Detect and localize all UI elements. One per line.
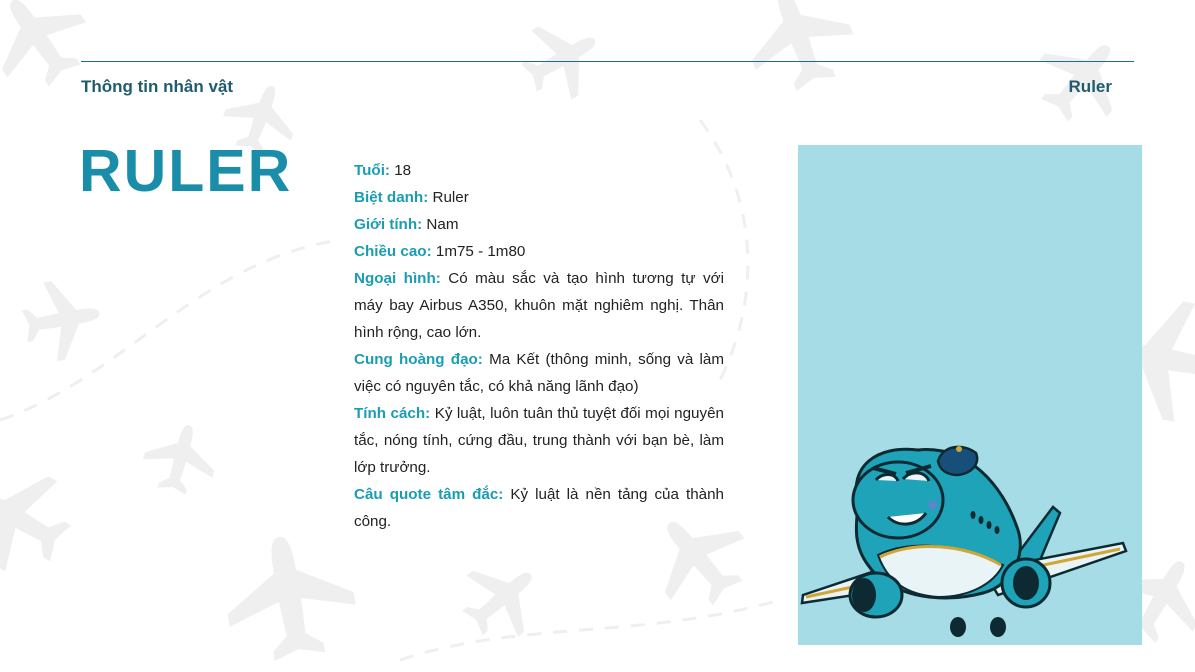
info-appearance xyxy=(354,265,724,346)
character-illustration xyxy=(798,145,1142,645)
header-divider xyxy=(81,61,1134,62)
info-zodiac xyxy=(354,346,724,400)
info-gender xyxy=(354,211,724,238)
nickname-label: Biệt danh: xyxy=(354,189,429,206)
info-nickname xyxy=(354,184,724,211)
info-personality xyxy=(354,400,724,481)
quote-label: Câu quote tâm đắc: xyxy=(354,486,504,503)
gender-label: Giới tính: xyxy=(354,216,423,233)
nickname-value: Ruler xyxy=(432,189,469,206)
gender-value: Nam xyxy=(426,216,459,233)
appearance-value: Có màu sắc và tạo hình tương tự với máy bay Airbus A350, khuôn mặt nghiêm nghị. Thân hình rộng, cao lớn. xyxy=(354,270,724,341)
height-label: Chiều cao: xyxy=(354,243,432,260)
height-value: 1m75 - 1m80 xyxy=(435,243,526,260)
character-name-header: Ruler xyxy=(1068,77,1112,96)
page-title: RULER xyxy=(79,138,293,204)
info-quote xyxy=(354,481,724,535)
zodiac-label: Cung hoàng đạo: xyxy=(354,351,483,368)
info-age xyxy=(354,157,724,184)
personality-value: Kỷ luật, luôn tuân thủ tuyệt đối mọi nguyên tắc, nóng tính, cứng đầu, trung thành với bạn bè, làm lớp trưởng. xyxy=(354,405,724,476)
info-height xyxy=(354,238,724,265)
age-value: 18 xyxy=(394,162,412,179)
section-title: Thông tin nhân vật xyxy=(81,77,234,96)
character-info xyxy=(354,157,724,535)
quote-value: Kỷ luật là nền tảng của thành công. xyxy=(354,486,724,530)
age-label: Tuổi: xyxy=(354,162,390,179)
appearance-label: Ngoại hình: xyxy=(354,270,441,287)
personality-label: Tính cách: xyxy=(354,405,431,422)
zodiac-value: Ma Kết (thông minh, sống và làm việc có nguyên tắc, có khả năng lãnh đạo) xyxy=(354,351,724,395)
airplane-mascot-icon xyxy=(798,145,1142,645)
